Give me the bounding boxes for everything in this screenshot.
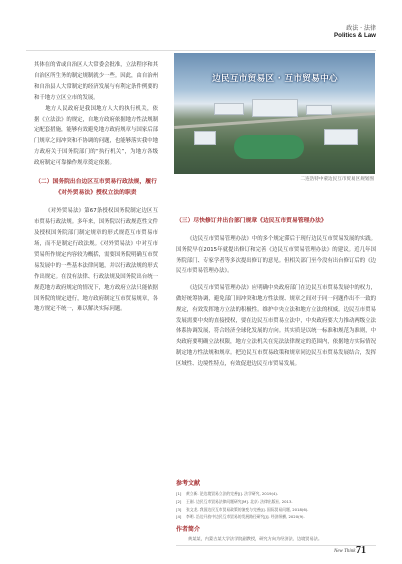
reference-item: [1] 黄立新. 论边境贸易立法的完善[J]. 法学研究, 2019(4). [176,491,279,496]
photo-caption: 二连浩特中蒙边民互市贸易区规划图 [300,177,374,182]
header-divider [26,50,376,51]
author-bio-text: 黄某某，内蒙古某大学法学院副教授，研究方向为经济法、边境贸易法。 [188,536,323,541]
references-title: 参考文献 [176,480,201,487]
photo-building [194,131,216,145]
section-heading-2: （二）国务院出台边区互市贸易行政法规，履行《对外贸易法》授权立法的职责 [35,179,157,196]
author-bio-title: 作者简介 [176,526,201,533]
reference-item: [4] 李明. 沿边开放中边民互市贸易的发展路径研究[J]. 经济纵横, 2020(9). [176,514,305,520]
aerial-photo [174,53,375,174]
page-number: 71 [356,545,366,556]
left-column [34,60,158,315]
right-column [176,216,376,376]
photo-building [252,99,298,117]
reference-item: [2] 王刚. 边民互市贸易法律问题研究[M]. 北京: 法律出版社, 2013. [176,498,293,504]
reference-item: [3] 张文龙. 我国边民互市贸易政策的演变与完善[J]. 国际贸易问题, 2018(6). [176,506,309,512]
magazine-name: New Think [334,549,356,554]
references-list [176,490,376,521]
photo-building [306,105,332,115]
section-title-en: Politics & Law [334,31,376,39]
photo-building [324,129,358,145]
section-heading-3: （三）尽快修订并出台部门规章《边民互市贸易管理办法》 [176,218,327,224]
photo-banner: 边民互市贸易区 · 互市贸易中心 [212,74,338,84]
photo-stadium [234,135,304,159]
right-paragraph-1: 《边民互市贸易管理办法》中的多个规定滞后于现行边民互市贸易发展的实践。国务院早在2015年就提出修订和完善《边民互市贸易管理办法》的建议。近几年国务院部门、专家学者等多次提出修订的意见。但相关部门至今没有出台修订后的《边民互市贸易管理办法》。 [176,236,376,275]
left-paragraph-3: 《对外贸易法》第67条授权国务院制定边区互市贸易行政法规。多年来，国务院以行政规范性文件及授权国务院部门制定规章的形式规范互市贸易市场，而不是制定行政法规。《对外贸易法》中对互市贸易所作规定内容较为概括，需要国务院明确互市贸易发展中的一些基本法律问题，并以行政法规的形式作出规定。在没有法律、行政法规及国务院出台统一规范地方政府规定的情况下，地方政府立法只能依据国务院的规定进行，地方政府制定互市贸易规章，各地方规定不统一，难以解决实际问题。 [34,208,158,313]
right-paragraph-2: 《边民互市贸易管理办法》应明确中央政府部门在边民互市贸易发展中的权力，做好统筹协调，避免部门间冲突和地方性法规、规章之间对于同一问题作出不一致的规定，有效发挥地方立法的积极性。维护中央立法和地方立法的权威。边民互市贸易发展需要中央的直接授权，要在边民互市贸易立法中，中央政府要大力推动两级立法体系协调发展，符合经济全球化发展的方向。其实质是以统一标准和规范为准则，中央政府要明确立法权限，地方立法机关在宪法法律规定的范围内，依据地方实际情况制定地方性法规和规章。把边民互市贸易政策和规章同边民互市贸易发展结合，发挥区域性、边境性特点，有效促进边民互市贸易发展。 [176,285,376,367]
footer-divider [176,545,376,546]
section-title-zh: 政法 · 法律 [346,25,376,32]
section-header [334,26,376,39]
photo-building [214,103,244,115]
left-paragraph-2: 地方人民政府是我国地方人大的执行机关，依据《立法法》的规定，自地方政府依据地方性法规制定配套措施，能够有效避免地方政府规章与国家后部门规章之间冲突和不协调的问题，也能够落实我中地方政府关于国务院部门的“执行机关”，为地方各级政府制定可靠操作规章奠定依据。 [34,105,158,167]
left-paragraph-1: 其体在的省或自治区人大常委会批准，立法程序和其自治区所生务的制定规制就少一些。因此，由自治州和自治县人大常制定的经济发展与有利定条件例要的和千地方立区立市的发展。 [34,62,158,101]
